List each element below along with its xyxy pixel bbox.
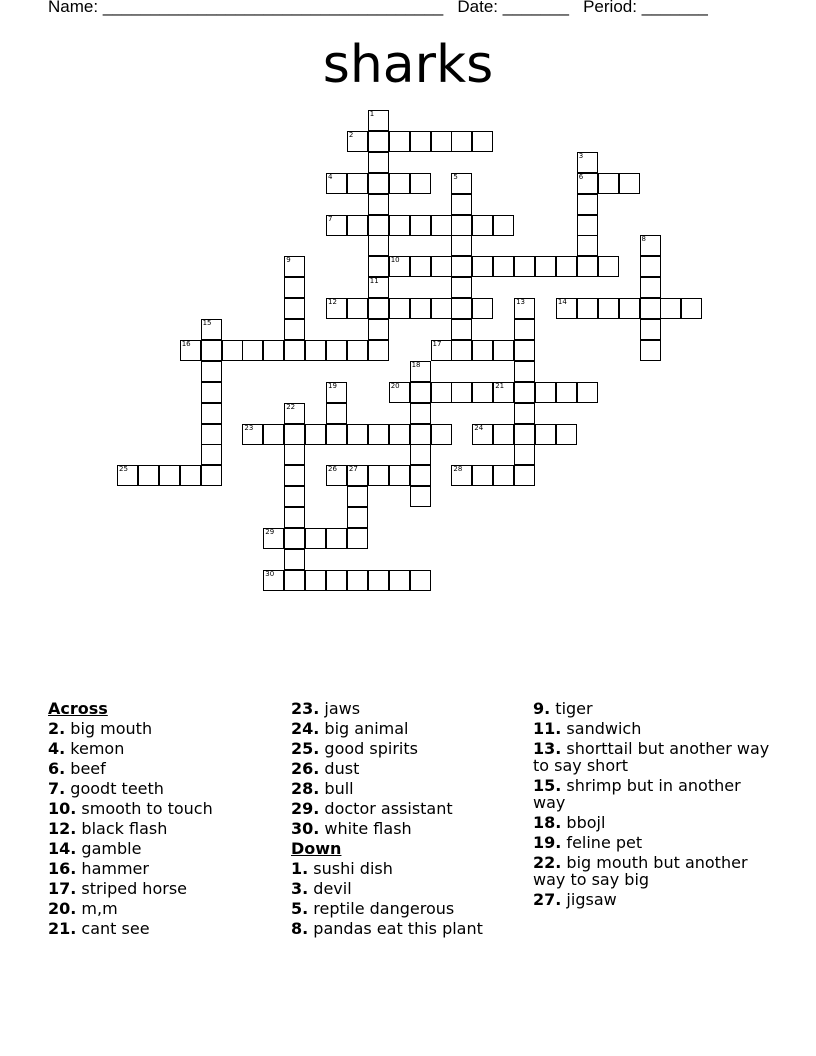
- grid-cell[interactable]: [451, 465, 472, 486]
- clue-number-label: 15.: [533, 776, 562, 795]
- clue: [48, 920, 278, 937]
- grid-cell[interactable]: [577, 194, 598, 215]
- grid-cell[interactable]: [472, 256, 493, 277]
- grid-cell[interactable]: [284, 277, 305, 298]
- grid-cell[interactable]: [451, 319, 472, 340]
- clue-number-label: 2.: [48, 719, 66, 738]
- grid-cell[interactable]: [410, 298, 431, 319]
- clue: [48, 860, 278, 877]
- grid-cell[interactable]: [514, 298, 535, 319]
- clue-text: doctor assistant: [319, 799, 453, 818]
- grid-cell[interactable]: [598, 256, 619, 277]
- grid-cell[interactable]: [347, 507, 368, 528]
- grid-cell[interactable]: [431, 340, 452, 361]
- grid-cell[interactable]: [368, 235, 389, 256]
- grid-cell[interactable]: [619, 298, 640, 319]
- grid-cell[interactable]: [598, 173, 619, 194]
- clue-number-label: 12.: [48, 819, 77, 838]
- grid-cell[interactable]: [117, 465, 138, 486]
- grid-cell[interactable]: [368, 570, 389, 591]
- clue-number-label: 19.: [533, 833, 562, 852]
- grid-cell[interactable]: [640, 319, 661, 340]
- clue-number-label: 25.: [291, 739, 320, 758]
- clue-number: 20: [390, 381, 400, 390]
- grid-cell[interactable]: [242, 424, 263, 445]
- grid-cell[interactable]: [284, 424, 305, 445]
- clue-number: 14: [557, 298, 567, 307]
- clues-column-3: [533, 700, 778, 911]
- grid-cell[interactable]: [598, 298, 619, 319]
- clue: [291, 700, 526, 717]
- grid-cell[interactable]: [410, 256, 431, 277]
- clue-text: white flash: [319, 819, 412, 838]
- grid-cell[interactable]: [284, 444, 305, 465]
- grid-cell[interactable]: [410, 570, 431, 591]
- grid-cell[interactable]: [284, 403, 305, 424]
- grid-cell[interactable]: [368, 131, 389, 152]
- grid-cell[interactable]: [577, 382, 598, 403]
- grid-cell[interactable]: [347, 215, 368, 236]
- grid-cell[interactable]: [472, 215, 493, 236]
- clue-text: dust: [319, 759, 360, 778]
- grid-cell[interactable]: [514, 340, 535, 361]
- clue-text: pandas eat this plant: [308, 919, 483, 938]
- page-title: sharks: [322, 35, 494, 95]
- grid-cell[interactable]: [326, 382, 347, 403]
- clue: [48, 820, 278, 837]
- grid-cell[interactable]: [389, 298, 410, 319]
- clue: [291, 900, 526, 917]
- grid-cell[interactable]: [284, 319, 305, 340]
- clue: [533, 700, 778, 717]
- clue: [291, 820, 526, 837]
- clue: [533, 834, 778, 851]
- clue-number: 5: [453, 172, 458, 181]
- grid-cell[interactable]: [159, 465, 180, 486]
- grid-cell[interactable]: [451, 173, 472, 194]
- clue-number: 2: [348, 130, 354, 139]
- clue-text: hammer: [76, 859, 149, 878]
- clue-number: 9: [286, 256, 291, 265]
- grid-cell[interactable]: [389, 424, 410, 445]
- clue-text: jaws: [319, 699, 361, 718]
- clue: [533, 814, 778, 831]
- grid-cell[interactable]: [201, 319, 222, 340]
- grid-cell[interactable]: [577, 215, 598, 236]
- grid-cell[interactable]: [535, 382, 556, 403]
- grid-cell[interactable]: [556, 298, 577, 319]
- clue-text: beef: [65, 759, 106, 778]
- grid-cell[interactable]: [431, 215, 452, 236]
- grid-cell[interactable]: [493, 382, 514, 403]
- grid-cell[interactable]: [326, 403, 347, 424]
- grid-cell[interactable]: [284, 549, 305, 570]
- grid-cell[interactable]: [472, 465, 493, 486]
- grid-cell[interactable]: [410, 131, 431, 152]
- clue-text: shrimp but in another way: [533, 776, 741, 812]
- grid-cell[interactable]: [305, 340, 326, 361]
- grid-cell[interactable]: [368, 465, 389, 486]
- grid-cell[interactable]: [263, 424, 284, 445]
- clue-number-label: 22.: [533, 853, 562, 872]
- clue-number: 21: [495, 381, 505, 390]
- grid-cell[interactable]: [284, 256, 305, 277]
- clue-number-label: 3.: [291, 879, 309, 898]
- clue-text: black flash: [76, 819, 168, 838]
- grid-cell[interactable]: [640, 235, 661, 256]
- grid-cell[interactable]: [284, 465, 305, 486]
- clue-text: big animal: [319, 719, 409, 738]
- grid-cell[interactable]: [305, 570, 326, 591]
- grid-cell[interactable]: [514, 361, 535, 382]
- grid-cell[interactable]: [577, 298, 598, 319]
- clue: [533, 777, 778, 811]
- clue-text: jigsaw: [561, 890, 617, 909]
- grid-cell[interactable]: [451, 215, 472, 236]
- grid-cell[interactable]: [180, 340, 201, 361]
- clue: [533, 854, 778, 888]
- grid-cell[interactable]: [368, 215, 389, 236]
- grid-cell[interactable]: [347, 298, 368, 319]
- grid-cell[interactable]: [431, 382, 452, 403]
- grid-cell[interactable]: [326, 340, 347, 361]
- grid-cell[interactable]: [201, 444, 222, 465]
- clue-number-label: 9.: [533, 699, 551, 718]
- grid-cell[interactable]: [514, 444, 535, 465]
- clue-number-label: 29.: [291, 799, 320, 818]
- grid-cell[interactable]: [263, 340, 284, 361]
- grid-cell[interactable]: [493, 215, 514, 236]
- grid-cell[interactable]: [389, 570, 410, 591]
- grid-cell[interactable]: [431, 131, 452, 152]
- grid-cell[interactable]: [410, 403, 431, 424]
- grid-cell[interactable]: [347, 173, 368, 194]
- clue: [291, 740, 526, 757]
- grid-cell[interactable]: [284, 298, 305, 319]
- grid-cell[interactable]: [472, 340, 493, 361]
- grid-cell[interactable]: [451, 256, 472, 277]
- grid-cell[interactable]: [263, 528, 284, 549]
- grid-cell[interactable]: [577, 256, 598, 277]
- grid-cell[interactable]: [284, 340, 305, 361]
- grid-cell[interactable]: [368, 340, 389, 361]
- grid-cell[interactable]: [410, 486, 431, 507]
- clue-number: 28: [453, 465, 463, 474]
- grid-cell[interactable]: [660, 298, 681, 319]
- grid-cell[interactable]: [326, 424, 347, 445]
- grid-cell[interactable]: [451, 131, 472, 152]
- grid-cell[interactable]: [535, 256, 556, 277]
- clue-number: 3: [578, 151, 584, 160]
- grid-cell[interactable]: [347, 131, 368, 152]
- grid-cell[interactable]: [368, 110, 389, 131]
- clue-number-label: 18.: [533, 813, 562, 832]
- clue-number-label: 6.: [48, 759, 66, 778]
- clue-number: 29: [265, 528, 275, 536]
- clue-number: 24: [474, 423, 484, 432]
- grid-cell[interactable]: [368, 424, 389, 445]
- grid-cell[interactable]: [451, 382, 472, 403]
- date-blank[interactable]: _______: [502, 0, 569, 16]
- grid-cell[interactable]: [577, 173, 598, 194]
- clue-number: 11: [369, 277, 379, 286]
- grid-cell[interactable]: [472, 382, 493, 403]
- grid-cell[interactable]: [451, 277, 472, 298]
- clue-number-label: 23.: [291, 699, 320, 718]
- grid-cell[interactable]: [577, 235, 598, 256]
- clue: [48, 720, 278, 737]
- clue-text: striped horse: [76, 879, 187, 898]
- clue-text: kemon: [65, 739, 125, 758]
- clue: [48, 760, 278, 777]
- clue: [533, 740, 778, 774]
- grid-cell[interactable]: [640, 298, 661, 319]
- clue-number: 7: [328, 214, 333, 223]
- grid-cell[interactable]: [493, 424, 514, 445]
- grid-cell[interactable]: [410, 424, 431, 445]
- grid-cell[interactable]: [514, 424, 535, 445]
- grid-cell[interactable]: [368, 277, 389, 298]
- clue-number: 1: [369, 110, 375, 118]
- clue: [291, 780, 526, 797]
- clue-section-header: Across: [48, 699, 108, 718]
- grid-cell[interactable]: [389, 215, 410, 236]
- clue-number: 15: [202, 319, 212, 327]
- clue: [48, 880, 278, 897]
- clue: [291, 760, 526, 777]
- clue-text: feline pet: [561, 833, 643, 852]
- grid-cell[interactable]: [472, 424, 493, 445]
- clue: [48, 780, 278, 797]
- clue-number-label: 27.: [533, 890, 562, 909]
- clue: [48, 740, 278, 757]
- grid-cell[interactable]: [368, 298, 389, 319]
- grid-cell[interactable]: [556, 424, 577, 445]
- grid-cell[interactable]: [305, 424, 326, 445]
- grid-cell[interactable]: [180, 465, 201, 486]
- grid-cell[interactable]: [619, 173, 640, 194]
- grid-cell[interactable]: [410, 382, 431, 403]
- clue-number-label: 1.: [291, 859, 309, 878]
- clue-number-label: 11.: [533, 719, 562, 738]
- clue-text: devil: [308, 879, 352, 898]
- grid-cell[interactable]: [263, 570, 284, 591]
- clue-number: 17: [432, 339, 442, 348]
- grid-cell[interactable]: [640, 340, 661, 361]
- grid-cell[interactable]: [201, 465, 222, 486]
- grid-cell[interactable]: [326, 465, 347, 486]
- clue-text: smooth to touch: [76, 799, 213, 818]
- grid-cell[interactable]: [389, 256, 410, 277]
- grid-cell[interactable]: [556, 382, 577, 403]
- grid-cell[interactable]: [201, 424, 222, 445]
- clue-number: 16: [181, 339, 191, 348]
- grid-cell[interactable]: [326, 215, 347, 236]
- clues-column-1: [48, 700, 278, 940]
- clue: [48, 840, 278, 857]
- grid-cell[interactable]: [284, 528, 305, 549]
- period-label: Period:: [583, 0, 637, 16]
- grid-cell[interactable]: [222, 340, 243, 361]
- grid-cell[interactable]: [493, 340, 514, 361]
- clue-text: tiger: [550, 699, 593, 718]
- clue-number: 13: [516, 298, 526, 307]
- clue: [533, 891, 778, 908]
- clue-number: 19: [328, 381, 337, 390]
- clue-text: goodt teeth: [65, 779, 164, 798]
- grid-cell[interactable]: [305, 528, 326, 549]
- clue: [48, 800, 278, 817]
- clue-number-label: 21.: [48, 919, 77, 938]
- clue-number: 18: [411, 360, 421, 369]
- grid-cell[interactable]: [472, 298, 493, 319]
- grid-cell[interactable]: [347, 570, 368, 591]
- grid-cell[interactable]: [368, 194, 389, 215]
- grid-cell[interactable]: [451, 298, 472, 319]
- grid-cell[interactable]: [347, 465, 368, 486]
- grid-cell[interactable]: [493, 465, 514, 486]
- date-label: Date:: [457, 0, 498, 16]
- clue-number-label: 20.: [48, 899, 77, 918]
- grid-cell[interactable]: [368, 319, 389, 340]
- clue-number-label: 14.: [48, 839, 77, 858]
- clue-number: 8: [641, 235, 646, 244]
- grid-cell[interactable]: [347, 486, 368, 507]
- clue-text: gamble: [76, 839, 142, 858]
- grid-cell[interactable]: [201, 361, 222, 382]
- grid-cell[interactable]: [514, 403, 535, 424]
- clue-number: 10: [390, 256, 400, 265]
- grid-cell[interactable]: [326, 528, 347, 549]
- grid-cell[interactable]: [410, 465, 431, 486]
- clue-number-label: 4.: [48, 739, 66, 758]
- clue-number-label: 13.: [533, 739, 562, 758]
- grid-cell[interactable]: [347, 528, 368, 549]
- grid-cell[interactable]: [535, 424, 556, 445]
- clue-number: 22: [286, 402, 296, 411]
- grid-cell[interactable]: [368, 152, 389, 173]
- grid-cell[interactable]: [410, 173, 431, 194]
- clue-number: 12: [328, 298, 337, 307]
- grid-cell[interactable]: [326, 570, 347, 591]
- grid-cell[interactable]: [389, 465, 410, 486]
- clue-text: bbojl: [561, 813, 606, 832]
- grid-cell[interactable]: [284, 486, 305, 507]
- grid-cell[interactable]: [201, 382, 222, 403]
- clue-text: sushi dish: [308, 859, 393, 878]
- clue-number-label: 7.: [48, 779, 66, 798]
- grid-cell[interactable]: [681, 298, 702, 319]
- grid-cell[interactable]: [326, 298, 347, 319]
- grid-cell[interactable]: [451, 235, 472, 256]
- grid-cell[interactable]: [451, 194, 472, 215]
- clue-text: shorttail but another way to say short: [533, 739, 770, 775]
- grid-cell[interactable]: [389, 173, 410, 194]
- clue-number: 26: [328, 465, 337, 474]
- clue-text: big mouth: [65, 719, 153, 738]
- clue-text: bull: [319, 779, 354, 798]
- grid-cell[interactable]: [284, 507, 305, 528]
- grid-cell[interactable]: [514, 465, 535, 486]
- clue: [533, 720, 778, 737]
- clue-number-label: 24.: [291, 719, 320, 738]
- clue-number: 23: [244, 423, 254, 432]
- grid-cell[interactable]: [431, 424, 452, 445]
- grid-cell[interactable]: [514, 256, 535, 277]
- clue-number: 30: [265, 569, 275, 578]
- clue-number-label: 16.: [48, 859, 77, 878]
- grid-cell[interactable]: [514, 382, 535, 403]
- clue-number: 27: [348, 465, 358, 474]
- grid-cell[interactable]: [347, 340, 368, 361]
- grid-cell[interactable]: [431, 256, 452, 277]
- clue-number-label: 17.: [48, 879, 77, 898]
- clue: [291, 860, 526, 877]
- clue-number-label: 28.: [291, 779, 320, 798]
- grid-cell[interactable]: [431, 298, 452, 319]
- clue-number: 6: [578, 172, 584, 181]
- grid-cell[interactable]: [493, 256, 514, 277]
- clue: [291, 720, 526, 737]
- name-blank[interactable]: ____________________________________: [102, 0, 444, 16]
- grid-cell[interactable]: [368, 173, 389, 194]
- grid-cell[interactable]: [242, 340, 263, 361]
- clue: [291, 920, 526, 937]
- grid-cell[interactable]: [284, 570, 305, 591]
- clue-text: big mouth but another way to say big: [533, 853, 748, 889]
- clue-section-header: Down: [291, 839, 342, 858]
- clue: [48, 900, 278, 917]
- name-label: Name:: [48, 0, 99, 16]
- grid-cell[interactable]: [640, 256, 661, 277]
- clue-number-label: 5.: [291, 899, 309, 918]
- clue-number-label: 8.: [291, 919, 309, 938]
- grid-cell[interactable]: [410, 361, 431, 382]
- grid-cell[interactable]: [201, 403, 222, 424]
- clue-number-label: 30.: [291, 819, 320, 838]
- grid-cell[interactable]: [410, 444, 431, 465]
- clue-number-label: 10.: [48, 799, 77, 818]
- clue: [291, 800, 526, 817]
- clue-number: 4: [328, 172, 333, 181]
- grid-cell[interactable]: [201, 340, 222, 361]
- clue-number-label: 26.: [291, 759, 320, 778]
- grid-cell[interactable]: [389, 382, 410, 403]
- grid-cell[interactable]: [472, 131, 493, 152]
- clue-number: 25: [119, 465, 128, 474]
- grid-cell[interactable]: [347, 424, 368, 445]
- grid-cell[interactable]: [640, 277, 661, 298]
- grid-cell[interactable]: [514, 319, 535, 340]
- clue-text: reptile dangerous: [308, 899, 455, 918]
- grid-cell[interactable]: [451, 340, 472, 361]
- grid-cell[interactable]: [577, 152, 598, 173]
- grid-cell[interactable]: [138, 465, 159, 486]
- clue-text: m,m: [76, 899, 118, 918]
- grid-cell[interactable]: [556, 256, 577, 277]
- grid-cell[interactable]: [389, 131, 410, 152]
- grid-cell[interactable]: [368, 256, 389, 277]
- clues-column-2: [291, 700, 526, 940]
- grid-cell[interactable]: [410, 215, 431, 236]
- clue-text: good spirits: [319, 739, 418, 758]
- clue-text: cant see: [76, 919, 150, 938]
- period-blank[interactable]: _______: [641, 0, 708, 16]
- grid-cell[interactable]: [326, 173, 347, 194]
- clue-text: sandwich: [561, 719, 642, 738]
- clue: [291, 880, 526, 897]
